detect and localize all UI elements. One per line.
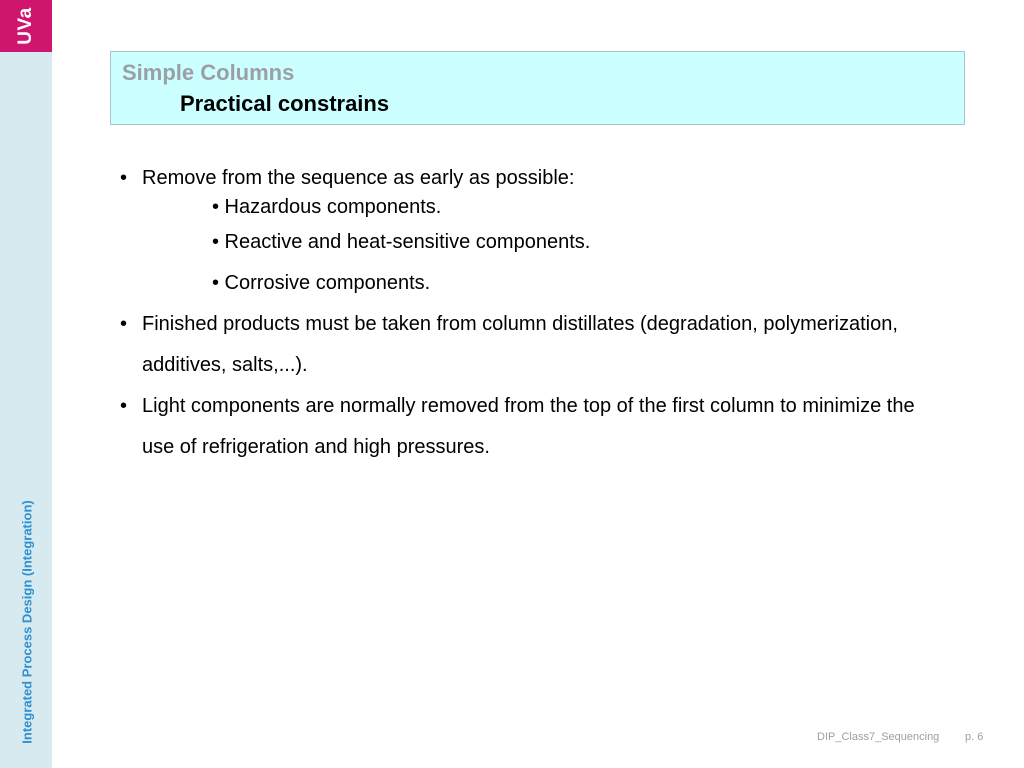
page-number: p. 6 [965, 731, 984, 743]
footer-filename: DIP_Class7_Sequencing [817, 731, 940, 743]
sub-bullet-item: • Hazardous components. [212, 196, 442, 218]
sub-bullet-item: • Reactive and heat-sensitive components. [212, 231, 591, 253]
uva-logo [0, 0, 52, 52]
slide-content [118, 164, 918, 468]
bullet-item [118, 304, 918, 386]
title-box [110, 51, 965, 125]
logo-text: UVa [15, 7, 36, 45]
slide-subtitle: Practical constrains [180, 91, 390, 116]
bullet-text: Light components are normally removed from the top of the first column to minimize the use of refrigeration and high pressures. [142, 395, 915, 458]
course-label: Integrated Process Design (Integration) [19, 500, 35, 744]
side-bar [0, 0, 52, 768]
bullet-item [118, 164, 918, 193]
bullet-item [118, 386, 918, 468]
bullet-dot: • [120, 395, 128, 417]
bullet-text: Remove from the sequence as early as possible: [142, 167, 575, 189]
sub-bullet-item: • Corrosive components. [212, 272, 431, 294]
slide-title: Simple Columns [122, 60, 295, 85]
bullet-text: Finished products must be taken from column distillates (degradation, polymerization, additives, salts,...). [142, 313, 898, 376]
bullet-dot: • [120, 167, 128, 189]
bullet-dot: • [120, 313, 128, 335]
